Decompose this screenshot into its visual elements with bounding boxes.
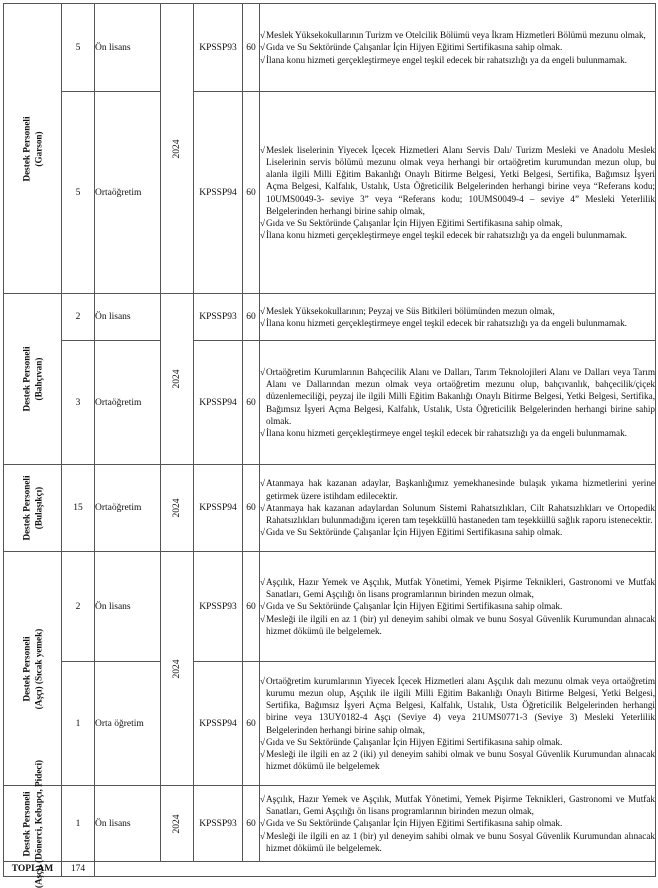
requirement-text: Gıda ve Su Sektöründe Çalışanlar İçin Hijyen Eğitimi Sertifikasına sahip olmak.: [266, 818, 563, 829]
kpss-year: 2024: [172, 659, 182, 678]
kpss-score-type: KPSSP94: [194, 465, 243, 552]
education-level: Ön lisans: [95, 786, 161, 862]
role-name: Destek Personeli: [21, 115, 31, 182]
role-subtitle: (Garson): [32, 130, 43, 167]
requirement-text: İlana konu hizmeti gerçekleştirmeye engel teşkil edecek bir rahatsızlığı ya da engeli bulunmamak.: [266, 54, 627, 65]
requirements-cell: [260, 4, 656, 92]
positions-table: [3, 3, 656, 888]
kpss-year-cell: [161, 294, 194, 465]
checkmark-icon: √: [260, 601, 266, 612]
checkmark-icon: √: [260, 427, 266, 438]
kpss-score-type: KPSSP93: [194, 4, 243, 92]
kpss-score-type: KPSSP93: [194, 786, 243, 862]
kpss-score-type: KPSSP94: [194, 92, 243, 294]
position-count: 15: [62, 465, 95, 552]
total-value: 174: [62, 862, 95, 877]
requirement-item: [260, 477, 655, 501]
position-row: [4, 662, 656, 786]
kpss-year-cell: [161, 465, 194, 552]
education-level: Ön lisans: [95, 294, 161, 341]
requirements-cell: [260, 552, 656, 662]
requirement-text: Meslek Yüksekokullarının Turizm ve Otelcilik Bölümü veya İkram Hizmetleri Bölümü mezunu olmak,: [266, 30, 646, 41]
position-row: [4, 92, 656, 294]
requirement-item: [260, 317, 655, 329]
education-level: Ortaöğretim: [95, 465, 161, 552]
kpss-year: 2024: [172, 498, 182, 518]
role-name: Destek Personeli: [21, 790, 31, 857]
requirement-item: [260, 613, 655, 637]
checkmark-icon: √: [260, 54, 266, 65]
requirement-text: Ortaöğretim Kurumlarının Bahçecilik Alanı ve Dalları, Tarım Teknolojileri Alanı ve Dalları veya Tarım Alanı ve Dallarından mezun olmak veya ortaöğretim mezunu olup, bahçıvanlık, bahçecilik/çiçek düzenlemeciliği, peyzaj ile ilgili Milli Eğitim Bakanlığı Onaylı Bitirme Belgesi, Yetki Belgesi, Sertifika, Bağımsız İşyeri Açma Belgesi, Kalfalık, Ustalık, Usta Öğreticilik Belgelerinden herhangi birine sahip olmak.: [266, 366, 655, 426]
kpss-year: 2024: [172, 814, 182, 833]
education-level: Ortaöğretim: [95, 341, 161, 465]
role-name: Destek Personeli: [21, 635, 31, 702]
checkmark-icon: √: [260, 478, 266, 489]
checkmark-icon: √: [260, 793, 266, 804]
requirement-item: [260, 526, 655, 538]
requirement-text: Aşçılık, Hazır Yemek ve Aşçılık, Mutfak Yönetimi, Yemek Pişirme Teknikleri, Gastronomi ve Mutfak Sanatları, Gemi Aşçılığı ön lisans programlarının birinden mezun olmak,: [266, 576, 655, 600]
requirement-text: İlana konu hizmeti gerçekleştirmeye engel teşkil edecek bir rahatsızlığı ya da engeli bulunmamak.: [266, 230, 627, 241]
requirement-item: [260, 229, 655, 241]
role-name: Destek Personeli: [21, 346, 31, 412]
role-cell-bulasikci: [4, 465, 62, 552]
requirements-cell: [260, 786, 656, 862]
position-row: [4, 465, 656, 552]
position-row: [4, 4, 656, 92]
minimum-score: 60: [243, 552, 260, 662]
role-cell-garson: [4, 4, 62, 294]
requirement-text: Mesleği ile ilgili en az 2 (iki) yıl deneyim sahibi olmak ve bunu Sosyal Güvenlik Kurumundan alınacak hizmet dökümü ile belgelemek: [266, 748, 655, 772]
kpss-year-cell: [161, 552, 194, 786]
requirement-item: [260, 748, 655, 772]
requirement-item: [260, 427, 655, 439]
checkmark-icon: √: [260, 318, 266, 328]
requirements-cell: [260, 294, 656, 341]
minimum-score: 60: [243, 662, 260, 786]
position-count: 3: [62, 341, 95, 465]
kpss-year-cell: [161, 4, 194, 294]
checkmark-icon: √: [260, 42, 266, 53]
checkmark-icon: √: [260, 30, 266, 41]
checkmark-icon: √: [260, 366, 266, 377]
requirement-item: [260, 793, 655, 817]
requirement-item: [260, 54, 655, 66]
education-level: Ön lisans: [95, 552, 161, 662]
requirement-item: [260, 576, 655, 600]
kpss-score-type: KPSSP94: [194, 341, 243, 465]
role-title: [21, 116, 44, 181]
requirement-text: İlana konu hizmeti gerçekleştirmeye engel teşkil edecek bir rahatsızlığı ya da engeli bulunmamak.: [266, 318, 627, 328]
requirement-item: [260, 41, 655, 53]
requirements-cell: [260, 92, 656, 294]
kpss-score-type: KPSSP93: [194, 552, 243, 662]
role-subtitle: (Bahçıvan): [32, 357, 43, 401]
position-row: [4, 552, 656, 662]
requirement-text: Gıda ve Su Sektöründe Çalışanlar İçin Hijyen Eğitimi Sertifikasına sahip olmak.: [266, 42, 563, 53]
checkmark-icon: √: [260, 675, 266, 686]
role-subtitle: (Aşçı) (Dönerci, Kebapçı, Pideci): [32, 759, 43, 888]
education-level: Orta öğretim: [95, 662, 161, 786]
role-title: [21, 346, 44, 411]
requirement-item: [260, 830, 655, 854]
checkmark-icon: √: [260, 527, 266, 538]
role-title: [21, 759, 44, 887]
requirement-item: [260, 305, 655, 317]
minimum-score: 60: [243, 294, 260, 341]
kpss-year: 2024: [172, 139, 182, 158]
minimum-score: 60: [243, 465, 260, 552]
requirement-item: [260, 675, 655, 736]
requirement-text: Gıda ve Su Sektöründe Çalışanlar İçin Hijyen Eğitimi Sertifikasına sahip olmak,: [266, 217, 563, 228]
total-row: [4, 862, 656, 877]
role-subtitle: (Aşçı) (Sıcak yemek): [32, 628, 43, 709]
requirement-text: Meslek liselerinin Yiyecek İçecek Hizmetleri Alanı Servis Dalı/ Turizm Mesleki ve Anadolu Meslek Liselerinin servis bölümü mezunu olmak veya herhangi bir ortaöğretim kurumundan mezun olup, bu alanla ilgili Milli Eğitim Bakanlığı Onaylı Bitirme Belgesi, Yetki Belgesi, Sertifika, Bağımsız İşyeri Açma Belgesi, Kalfalık, Ustalık, Usta Öğreticilik Belgelerinden herhangi birine veya “Referans kodu; 10UMS0049-3- seviye 3” veya “Referans kodu; 10UMS0049-4 – seviye 4” Mesleki Yeterlilik Belgelerinden herhangi birine sahip olmak,: [266, 144, 655, 216]
kpss-year: 2024: [172, 369, 182, 389]
checkmark-icon: √: [260, 305, 266, 316]
requirement-text: Mesleği ile ilgili en az 1 (bir) yıl deneyim sahibi olmak ve bunu Sosyal Güvenlik Kurumundan alınacak hizmet dökümü ile belgelemek.: [266, 613, 655, 636]
requirement-item: [260, 502, 655, 526]
total-label: TOPLAM: [4, 862, 62, 877]
checkmark-icon: √: [260, 830, 266, 841]
position-count: 1: [62, 786, 95, 862]
checkmark-icon: √: [260, 144, 266, 155]
requirements-cell: [260, 662, 656, 786]
education-level: Ortaöğretim: [95, 92, 161, 294]
checkmark-icon: √: [260, 230, 266, 241]
role-subtitle: (Bulaşıkçı): [32, 486, 43, 530]
checkmark-icon: √: [260, 576, 266, 587]
minimum-score: 60: [243, 786, 260, 862]
checkmark-icon: √: [260, 818, 266, 829]
education-level: Ön lisans: [95, 4, 161, 92]
requirement-text: İlana konu hizmeti gerçekleştirmeye engel teşkil edecek bir rahatsızlığı ya da engeli bulunmamak.: [266, 427, 627, 438]
requirement-text: Atanmaya hak kazanan adaylar, Başkanlığımız yemekhanesinde bulaşık yıkama hizmetlerini yerine getirmek üzere istihdam edilecektir.: [266, 478, 655, 501]
requirement-text: Gıda ve Su Sektöründe Çalışanlar İçin Hijyen Eğitimi Sertifikasına sahip olmak.: [266, 736, 563, 747]
requirement-text: Meslek Yüksekokullarının; Peyzaj ve Süs Bitkileri bölümünden mezun olmak,: [266, 305, 555, 316]
requirement-text: Atanmaya hak kazanan adaylardan Solunum Sistemi Rahatsızlıkları, Cilt Rahatsızlıkları ve Ortopedik Rahatsızlıkları bulunmadığını içeren tam teşekküllü hastaneden tam teşekküllü sağlık raporu istenecektir.: [266, 502, 655, 526]
role-title: [21, 628, 44, 709]
position-count: 5: [62, 4, 95, 92]
requirements-cell: [260, 465, 656, 552]
checkmark-icon: √: [260, 217, 266, 228]
requirement-item: [260, 144, 655, 217]
checkmark-icon: √: [260, 502, 266, 513]
checkmark-icon: √: [260, 613, 266, 624]
role-name: Destek Personeli: [21, 475, 31, 541]
requirement-item: [260, 366, 655, 427]
checkmark-icon: √: [260, 736, 266, 747]
kpss-score-type: KPSSP94: [194, 662, 243, 786]
role-title: [21, 475, 44, 540]
requirement-text: Mesleği ile ilgili en az 1 (bir) yıl deneyim sahibi olmak ve bunu Sosyal Güvenlik Kurumundan alınacak hizmet dökümü ile belgelemek.: [266, 830, 655, 853]
position-count: 2: [62, 552, 95, 662]
position-row: [4, 786, 656, 862]
position-row: [4, 341, 656, 465]
position-row: [4, 294, 656, 341]
requirement-text: Gıda ve Su Sektöründe Çalışanlar İçin Hijyen Eğitimi Sertifikasına sahip olmak.: [266, 527, 563, 538]
requirement-text: Gıda ve Su Sektöründe Çalışanlar İçin Hijyen Eğitimi Sertifikasına sahip olmak.: [266, 601, 563, 612]
checkmark-icon: √: [260, 748, 266, 759]
minimum-score: 60: [243, 341, 260, 465]
kpss-score-type: KPSSP93: [194, 294, 243, 341]
position-count: 1: [62, 662, 95, 786]
requirement-item: [260, 217, 655, 229]
minimum-score: 60: [243, 92, 260, 294]
requirement-item: [260, 600, 655, 612]
position-count: 5: [62, 92, 95, 294]
total-empty-cell: [95, 862, 656, 877]
position-count: 2: [62, 294, 95, 341]
role-cell-asci-sicak-yemek: [4, 552, 62, 786]
requirement-item: [260, 29, 655, 41]
requirement-text: Ortaöğretim kurumlarının Yiyecek İçecek Hizmetleri alanı Aşçılık dalı mezunu olmak veya ortaöğretim kurumu mezun olup, Aşçılık ile ilgili Milli Eğitim Bakanlığı Onaylı Bitirme Belgesi, Yetki Belgesi, Sertifika, Bağımsız İşyeri Açma Belgesi, Kalfalık, Ustalık, Usta Öğreticilik Belgelerinden herhangi birine veya 13UY0182-4 Aşçı (Seviye 4) veya 21UMS0771-3 (Seviye 3) Mesleki Yeterlilik Belgelerinden herhangi birine sahip olmak,: [266, 675, 655, 735]
requirement-item: [260, 736, 655, 748]
kpss-year-cell: [161, 786, 194, 862]
requirement-text: Aşçılık, Hazır Yemek ve Aşçılık, Mutfak Yönetimi, Yemek Pişirme Teknikleri, Gastronomi ve Mutfak Sanatları, Gemi Aşçılığı ön lisans programlarının birinden mezun olmak,: [266, 793, 655, 817]
role-cell-bahcivan: [4, 294, 62, 465]
requirements-cell: [260, 341, 656, 465]
minimum-score: 60: [243, 4, 260, 92]
